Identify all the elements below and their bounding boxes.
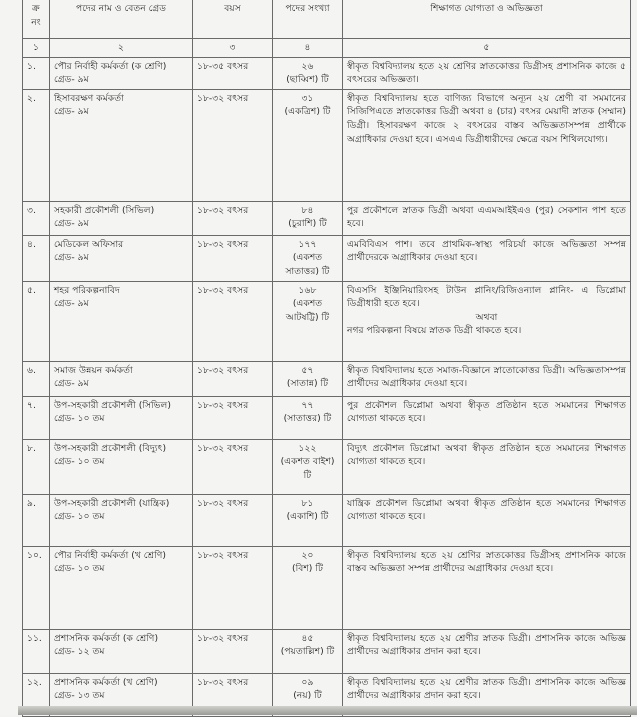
post-name: শহর পরিকল্পনাবিদ — [54, 284, 120, 296]
post-cell — [50, 89, 193, 201]
qualification-text: বিএসসি ইঞ্জিনিয়ারিংসহ টাউন প্লানিং/রিজিওন্যাল প্লানিং- এ ডিপ্লোমা ডিগ্রীধারী হতে হবে। — [347, 284, 626, 310]
job-vacancy-table — [22, 0, 631, 717]
count-cell — [273, 57, 343, 89]
post-grade: গ্রেড- ৯ম — [54, 74, 89, 86]
age-cell: ১৮-৩২ বৎসর — [193, 235, 273, 281]
table-row — [23, 281, 631, 361]
serial-cell: ৮. — [23, 439, 50, 494]
post-cell — [50, 439, 193, 494]
post-name: মেডিকেল অফিসার — [54, 238, 124, 250]
count-number: ১৬৮ — [298, 284, 317, 296]
header-age: বয়স — [193, 0, 273, 39]
post-name: পৌর নির্বাহী কর্মকর্তা (খ শ্রেণি) — [54, 549, 166, 561]
post-grade: গ্রেড- ৯ম — [54, 106, 89, 118]
post-name: প্রশাসনিক কর্মকর্তা (খ শ্রেণি) — [54, 676, 158, 688]
qualification-cell — [343, 494, 631, 546]
count-number: ১৭৭ — [298, 238, 317, 250]
header-post: পদের নাম ও বেতন গ্রেড — [50, 0, 193, 39]
table-row — [23, 201, 631, 235]
count-words: (নয়) টি — [293, 690, 322, 702]
count-words: (পয়তাল্লিশ) টি — [280, 646, 335, 658]
count-words: (ছাব্বিশ) টি — [286, 74, 329, 86]
header-qualification: শিক্ষাগত যোগ্যতা ও অভিজ্ঞতা — [343, 0, 631, 39]
post-name: উপ-সহকারী প্রকৌশলী (যান্ত্রিক) — [54, 497, 170, 509]
serial-cell: ৪. — [23, 235, 50, 281]
count-number: ৫৭ — [301, 364, 314, 376]
age-cell: ১৮-৩২ বৎসর — [193, 673, 273, 716]
age-cell: ১৮-৩২ বৎসর — [193, 629, 273, 673]
count-cell — [273, 361, 343, 396]
serial-cell: ৬. — [23, 361, 50, 396]
table-row — [23, 57, 631, 89]
post-cell — [50, 396, 193, 439]
serial-cell: ১০. — [23, 546, 50, 629]
post-cell — [50, 235, 193, 281]
age-cell: ১৮-৩৫ বৎসর — [193, 57, 273, 89]
qualification-extra: নগর পরিকল্পনা বিষয়ে স্নাতক ডিগ্রী থাকতে হবে। — [347, 325, 522, 337]
age-cell: ১৮-৩২ বৎসর — [193, 439, 273, 494]
qualification-text: পুর প্রকৌশল ডিপ্লোমা অথবা স্বীকৃত প্রতিষ্ঠান হতে সমমানের শিক্ষাগত যোগ্যতা থাকতে হবে। — [347, 399, 626, 425]
count-words: (সাতাত্তর) টি — [283, 413, 332, 425]
qualification-or: অথবা — [475, 311, 498, 323]
post-cell — [50, 281, 193, 361]
count-number: ৮১ — [301, 497, 314, 509]
table-row — [23, 546, 631, 629]
age-cell: ১৮-৩২ বৎসর — [193, 546, 273, 629]
post-grade: গ্রেড- ১৩ তম — [54, 690, 105, 702]
count-words: (একশত সাতাত্তর) টি — [285, 252, 330, 277]
table-row — [23, 629, 631, 673]
serial-cell: ৭. — [23, 396, 50, 439]
column-number: ৫ — [343, 39, 631, 58]
post-grade: গ্রেড- ১০ তম — [54, 413, 105, 425]
qualification-cell — [343, 57, 631, 89]
post-name: সমাজ উন্নয়ন কর্মকর্তা — [54, 364, 133, 376]
post-cell — [50, 629, 193, 673]
count-words: (সাতান্ন) টি — [286, 378, 329, 390]
count-cell — [273, 89, 343, 201]
age-cell: ১৮-৩২ বৎসর — [193, 361, 273, 396]
qualification-cell — [343, 546, 631, 629]
count-words: (চুরাশি) টি — [288, 218, 327, 230]
post-name: হিসাবরক্ষণ কর্মকর্তা — [54, 92, 124, 104]
count-number: ১২২ — [298, 442, 317, 454]
count-number: ৮৪ — [301, 204, 314, 216]
page-bottom-edge — [18, 706, 637, 715]
post-cell — [50, 361, 193, 396]
post-name: সহকারী প্রকৌশলী (সিভিল) — [54, 204, 155, 216]
serial-cell: ২. — [23, 89, 50, 201]
count-number: ৭৭ — [301, 399, 314, 411]
qualification-cell — [343, 281, 631, 361]
age-cell: ১৮-৩২ বৎসর — [193, 89, 273, 201]
column-number: ১ — [23, 39, 50, 58]
age-cell: ১৮-৩২ বৎসর — [193, 281, 273, 361]
post-cell — [50, 494, 193, 546]
count-number: ২০ — [301, 549, 314, 561]
qualification-cell — [343, 629, 631, 673]
post-grade: গ্রেড- ১২ তম — [54, 646, 105, 658]
table-row — [23, 396, 631, 439]
post-cell — [50, 546, 193, 629]
table-row — [23, 494, 631, 546]
post-grade: গ্রেড- ১০ তম — [54, 456, 105, 468]
count-cell — [273, 281, 343, 361]
qualification-text: স্বীকৃত বিশ্ববিদ্যালয় হতে ২য় শ্রেণির স্নাতকোত্তর ডিগ্রীসহ প্রশাসনিক কাজে ৫ বৎসরের অভিজ্ঞতা। — [347, 60, 626, 86]
qualification-cell — [343, 396, 631, 439]
count-number: ৪৫ — [301, 632, 314, 644]
post-cell — [50, 57, 193, 89]
serial-cell: ৫. — [23, 281, 50, 361]
column-number: ৩ — [193, 39, 273, 58]
count-cell — [273, 235, 343, 281]
serial-cell: ১১. — [23, 629, 50, 673]
qualification-text: বিদ্যুৎ প্রকৌশল ডিপ্লোমা অথবা স্বীকৃত প্রতিষ্ঠান হতে সমমানের শিক্ষাগত যোগ্যতা থাকতে হবে। — [347, 442, 626, 468]
age-cell: ১৮-৩২ বৎসর — [193, 494, 273, 546]
count-cell — [273, 439, 343, 494]
age-cell: ১৮-৩২ বৎসর — [193, 396, 273, 439]
qualification-text: স্বীকৃত বিশ্ববিদ্যালয় হতে ২য় শ্রেণীর স্নাতক ডিগ্রী। প্রশাসনিক কাজে অভিজ্ঞ প্রার্থীদের অগ্রাধিকার প্রদান করা হবে। — [347, 676, 626, 702]
count-cell — [273, 546, 343, 629]
count-number: ৩১ — [301, 92, 314, 104]
column-number: ২ — [50, 39, 193, 58]
qualification-cell — [343, 89, 631, 201]
count-cell — [273, 629, 343, 673]
table-row — [23, 89, 631, 201]
header-count: পদের সংখ্যা — [273, 0, 343, 39]
table-row — [23, 361, 631, 396]
post-name: প্রশাসনিক কর্মকর্তা (ক শ্রেণি) — [54, 632, 159, 644]
count-cell — [273, 201, 343, 235]
qualification-cell — [343, 439, 631, 494]
qualification-text: স্বীকৃত বিশ্ববিদ্যালয় হতে ২য় শ্রেণীর স্নাতক ডিগ্রী। প্রশাসনিক কাজে অভিজ্ঞ প্রার্থীদের অগ্রাধিকার প্রদান করা হবে। — [347, 632, 626, 658]
post-name: উপ-সহকারী প্রকৌশলী (সিভিল) — [54, 399, 171, 411]
count-words: (একত্রিশ) টি — [284, 106, 331, 118]
qualification-cell — [343, 201, 631, 235]
post-grade: গ্রেড- ৯ম — [54, 252, 89, 264]
post-grade: গ্রেড- ৯ম — [54, 218, 89, 230]
qualification-text: স্বীকৃত বিশ্ববিদ্যালয় হতে বাণিজ্য বিভাগে অন্যূন ২য় শ্রেণী বা সমমানের সিজিপিএতে স্নাতকোত্তর ডিগ্রী অথবা ৪ (চার) বৎসর মেয়াদী স্নাতক (সম্মান) ডিগ্রী। হিসাবরক্ষণ কাজে ২ বৎসরের বাস্তব অভিজ্ঞতাসম্পন্ন প্রার্থীকে অগ্রাধিকার দেওয়া হবে। এসএএ ডিগ্রীধারীদের ক্ষেত্রে বয়স শিথিলযোগ্য। — [347, 92, 626, 145]
serial-cell: ১. — [23, 57, 50, 89]
qualification-text: পুর প্রকৌশলে স্নাতক ডিগ্রী অথবা এএমআইইএও (পুর) সেকশান পাশ হতে হবে। — [347, 204, 626, 230]
age-cell: ১৮-৩২ বৎসর — [193, 201, 273, 235]
header-row — [23, 0, 631, 39]
count-words: (একাশি) টি — [286, 511, 329, 523]
count-words: (একশত আটষট্টি) টি — [285, 298, 330, 323]
count-words: (একশত বাইশ) টি — [280, 456, 335, 481]
column-number-row — [23, 39, 631, 58]
post-name: পৌর নির্বাহী কর্মকর্তা (ক শ্রেণি) — [54, 60, 167, 72]
table-row — [23, 439, 631, 494]
count-words: (বিশ) টি — [292, 563, 323, 575]
post-name: উপ-সহকারী প্রকৌশলী (বিদ্যুৎ) — [54, 442, 167, 454]
column-number: ৪ — [273, 39, 343, 58]
serial-cell: ১২. — [23, 673, 50, 716]
count-number: ২৬ — [301, 60, 314, 72]
qualification-text: স্বীকৃত বিশ্ববিদ্যালয় হতে ২য় শ্রেণির স্নাতকোত্তর ডিগ্রীসহ প্রশাসনিক কাজে বাস্তব অভিজ্ঞতা সম্পন্ন প্রার্থীদের অগ্রাধিকার দেওয়া হবে। — [347, 549, 626, 575]
qualification-cell — [343, 361, 631, 396]
post-grade: গ্রেড- ৯ম — [54, 378, 89, 390]
header-serial: ক্র নং — [23, 0, 50, 39]
serial-cell: ৯. — [23, 494, 50, 546]
serial-cell: ৩. — [23, 201, 50, 235]
qualification-cell — [343, 235, 631, 281]
qualification-text: যান্ত্রিক প্রকৌশল ডিপ্লোমা অথবা স্বীকৃত প্রতিষ্ঠান হতে সমমানের শিক্ষাগত যোগ্যতা থাকতে হবে। — [347, 497, 626, 523]
count-cell — [273, 494, 343, 546]
qualification-text: স্বীকৃত বিশ্ববিদ্যালয় হতে সমাজ-বিজ্ঞানে স্নাতোকোত্তর ডিগ্রী। অভিজ্ঞতাসম্পন্ন প্রার্থীদের অগ্রাধিকার দেওয়া হবে। — [347, 364, 626, 390]
qualification-text: এমবিবিএস পাশ। তবে প্রাথমিক-স্বাস্থ্য পরিচর্যা কাজে অভিজ্ঞতা সম্পন্ন প্রার্থীদেরকে অগ্রাধিকার দেওয়া হবে। — [347, 238, 626, 264]
count-cell — [273, 396, 343, 439]
table-row — [23, 235, 631, 281]
post-grade: গ্রেড- ১০ তম — [54, 563, 105, 575]
post-grade: গ্রেড- ৯ম — [54, 298, 89, 310]
count-number: ০৯ — [301, 676, 314, 688]
post-grade: গ্রেড- ১০ তম — [54, 511, 105, 523]
post-cell — [50, 201, 193, 235]
